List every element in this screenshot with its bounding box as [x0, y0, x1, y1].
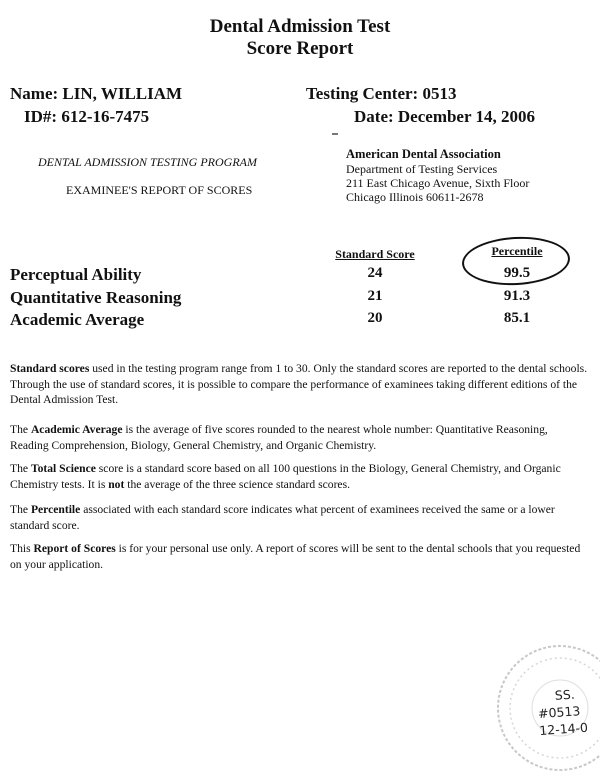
percentile-paragraph: The Percentile associated with each standard score indicates what percent of examinees received the same or a lower standard score.	[10, 503, 555, 532]
handwritten-line: #0513	[537, 703, 581, 722]
id-line	[24, 107, 149, 127]
standard-scores-paragraph: Standard scores used in the testing program range from 1 to 30. Only the standard scores are reported to the dental schools. Through the use of standard scores, it is possible to compare the performance of examinees taking different editions of the Dental Admission Test.	[10, 362, 588, 406]
standard-score: 24	[367, 265, 383, 281]
name-line	[10, 84, 182, 104]
organization-city: Chicago Illinois 60611-2678	[346, 190, 484, 204]
report-of-scores-title: EXAMINEE'S REPORT OF SCORES	[66, 183, 253, 197]
id-label: ID#:	[24, 107, 58, 126]
percentile-score: 91.3	[503, 288, 531, 304]
percentile-score: 99.5	[503, 265, 531, 281]
percentile-score: 85.1	[503, 310, 531, 326]
date-line	[354, 107, 535, 127]
academic-average-paragraph: The Academic Average is the average of five scores rounded to the nearest whole number: Quantitative Reasoning, Reading Comprehension, Biology, General Chemistry, and Organic Chemistry.	[10, 423, 548, 452]
organization-department: Department of Testing Services	[346, 162, 498, 176]
standard-score: 21	[367, 288, 383, 304]
date-value: December 14, 2006	[397, 107, 535, 126]
date-label: Date:	[354, 107, 394, 126]
id-value: 612-16-7475	[61, 107, 150, 126]
score-row-label: Academic Average	[10, 310, 145, 329]
name-value: LIN, WILLIAM	[62, 84, 183, 103]
handwritten-line: SS.	[554, 686, 576, 703]
organization-street: 211 East Chicago Avenue, Sixth Floor	[346, 176, 530, 190]
standard-score: 20	[367, 310, 383, 326]
percentile-header: Percentile	[491, 244, 543, 258]
testing-center-value: 0513	[422, 84, 457, 103]
score-row-label: Perceptual Ability	[10, 265, 142, 284]
standard-score-header: Standard Score	[335, 247, 415, 261]
testing-center-label: Testing Center:	[306, 84, 419, 103]
handwritten-line: 12-14-0	[538, 719, 589, 739]
total-science-paragraph: The Total Science score is a standard score based on all 100 questions in the Biology, General Chemistry, and Organic Chemistry tests. It is not the average of the three science standard scores.	[10, 462, 561, 491]
name-label: Name:	[10, 84, 59, 103]
handwritten-note	[536, 684, 600, 739]
report-subtitle: Score Report	[246, 38, 354, 59]
program-name: DENTAL ADMISSION TESTING PROGRAM	[38, 155, 257, 169]
scan-speck	[332, 133, 338, 135]
score-row-label: Quantitative Reasoning	[10, 288, 182, 307]
testing-center-line	[306, 84, 456, 104]
report-title: Dental Admission Test	[209, 16, 391, 37]
report-of-scores-paragraph: This Report of Scores is for your personal use only. A report of scores will be sent to the dental schools that you requested on your application.	[10, 542, 581, 571]
organization-name: American Dental Association	[346, 147, 501, 161]
